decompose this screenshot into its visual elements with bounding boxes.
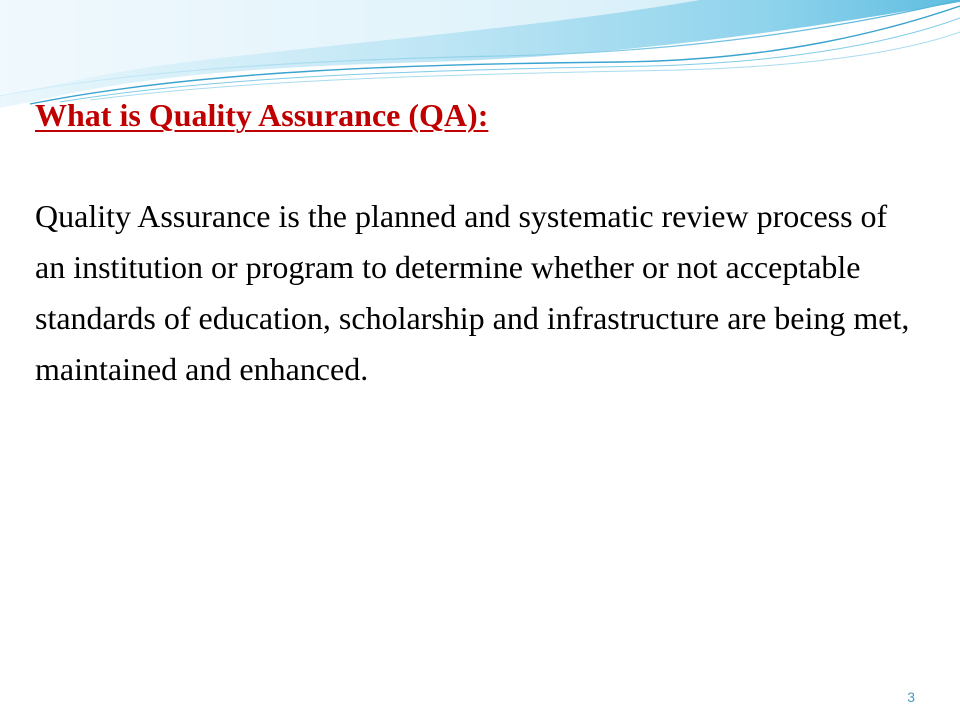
slide-body-text: Quality Assurance is the planned and systematic review process of an institution or program to determine whether or not acceptable standards of education, scholarship and infrastructure are being met, maintained and enhanced. xyxy=(35,198,910,387)
wave-header-decoration xyxy=(0,0,960,110)
page-number: 3 xyxy=(907,689,915,705)
slide-title: What is Quality Assurance (QA): xyxy=(35,97,489,133)
